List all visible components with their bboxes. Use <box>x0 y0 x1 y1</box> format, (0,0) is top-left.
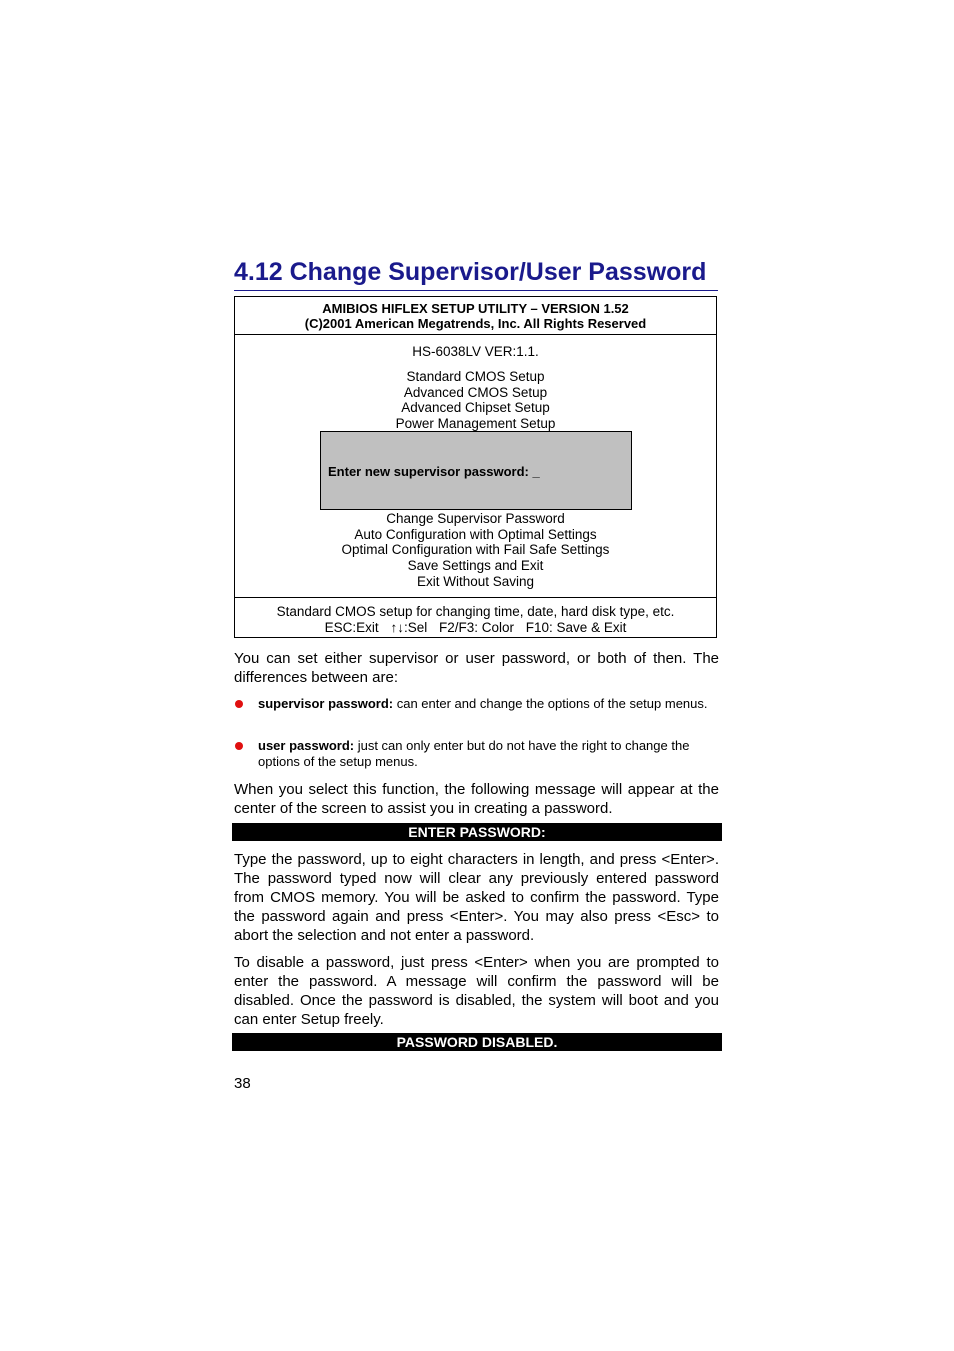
menu-item-save-exit[interactable]: Save Settings and Exit <box>407 558 544 574</box>
menu-item-exit-no-save[interactable]: Exit Without Saving <box>416 573 535 589</box>
bullet-desc: just can only enter but do not have the right to change the options of the setup menus. <box>258 738 690 769</box>
bios-help-text: Standard CMOS setup for changing time, date, hard disk type, etc. <box>276 604 675 619</box>
bios-title: AMIBIOS HIFLEX SETUP UTILITY – VERSION 1.52 <box>322 301 629 316</box>
bios-menu-top <box>235 369 716 432</box>
bullet-term: user password: <box>258 738 355 753</box>
menu-item-fail-safe[interactable]: Optimal Configuration with Fail Safe Settings <box>341 542 610 558</box>
bullet-supervisor <box>234 696 719 712</box>
key-color: F2/F3: Color <box>438 620 515 635</box>
key-esc: ESC:Exit <box>324 620 379 635</box>
bios-menu-area <box>235 335 716 598</box>
password-disabled-bar: PASSWORD DISABLED. <box>232 1033 722 1051</box>
page-number: 38 <box>234 1075 251 1092</box>
key-select: ↑↓:Sel <box>390 620 428 635</box>
menu-item-auto-config[interactable]: Auto Configuration with Optimal Settings <box>354 526 597 542</box>
password-dialog[interactable] <box>320 431 632 510</box>
menu-item-standard-cmos[interactable]: Standard CMOS Setup <box>406 369 545 384</box>
bullet-dot-icon <box>235 742 243 750</box>
bios-header <box>235 297 716 335</box>
bios-screen <box>234 296 717 638</box>
password-prompt[interactable]: Enter new supervisor password: _ <box>328 464 540 479</box>
bios-copyright: (C)2001 American Megatrends, Inc. All Rights Reserved <box>304 316 647 331</box>
bios-footer <box>235 599 716 639</box>
key-save: F10: Save & Exit <box>525 620 627 635</box>
bullet-supervisor-text <box>258 696 719 712</box>
disable-paragraph: To disable a password, just press <Enter> when you are prompted to enter the password. A message will confirm the password will be disabled. Once the password is disabled, the system will boot and you can enter Setup freely. <box>234 954 719 1028</box>
bios-version: HS-6038LV VER:1.1. <box>412 344 539 359</box>
intro-paragraph: You can set either supervisor or user password, or both of then. The differences between are: <box>234 650 719 686</box>
enter-password-bar: ENTER PASSWORD: <box>232 823 722 841</box>
menu-item-advanced-cmos[interactable]: Advanced CMOS Setup <box>403 384 548 400</box>
bullet-dot-icon <box>235 700 243 708</box>
section-heading: 4.12 Change Supervisor/User Password <box>234 258 718 291</box>
bullet-user-text <box>258 738 719 770</box>
type-paragraph: Type the password, up to eight characters in length, and press <Enter>. The password typed now will clear any previously entered password from CMOS memory. You will be asked to confirm the password. Type the password again and press <Enter>. You may also press <Esc> to abort the selection and not enter a password. <box>234 851 719 944</box>
menu-item-power-management[interactable]: Power Management Setup <box>395 416 556 432</box>
bullet-user <box>234 738 719 770</box>
bios-key-legend <box>235 620 716 636</box>
bios-menu-bottom <box>235 511 716 590</box>
bullet-desc: can enter and change the options of the setup menus. <box>393 696 708 711</box>
menu-item-advanced-chipset[interactable]: Advanced Chipset Setup <box>401 400 550 416</box>
bullet-term: supervisor password: <box>258 696 394 711</box>
select-paragraph: When you select this function, the following message will appear at the center of the screen to assist you in creating a password. <box>234 781 719 817</box>
menu-item-change-password[interactable]: Change Supervisor Password <box>386 511 565 526</box>
